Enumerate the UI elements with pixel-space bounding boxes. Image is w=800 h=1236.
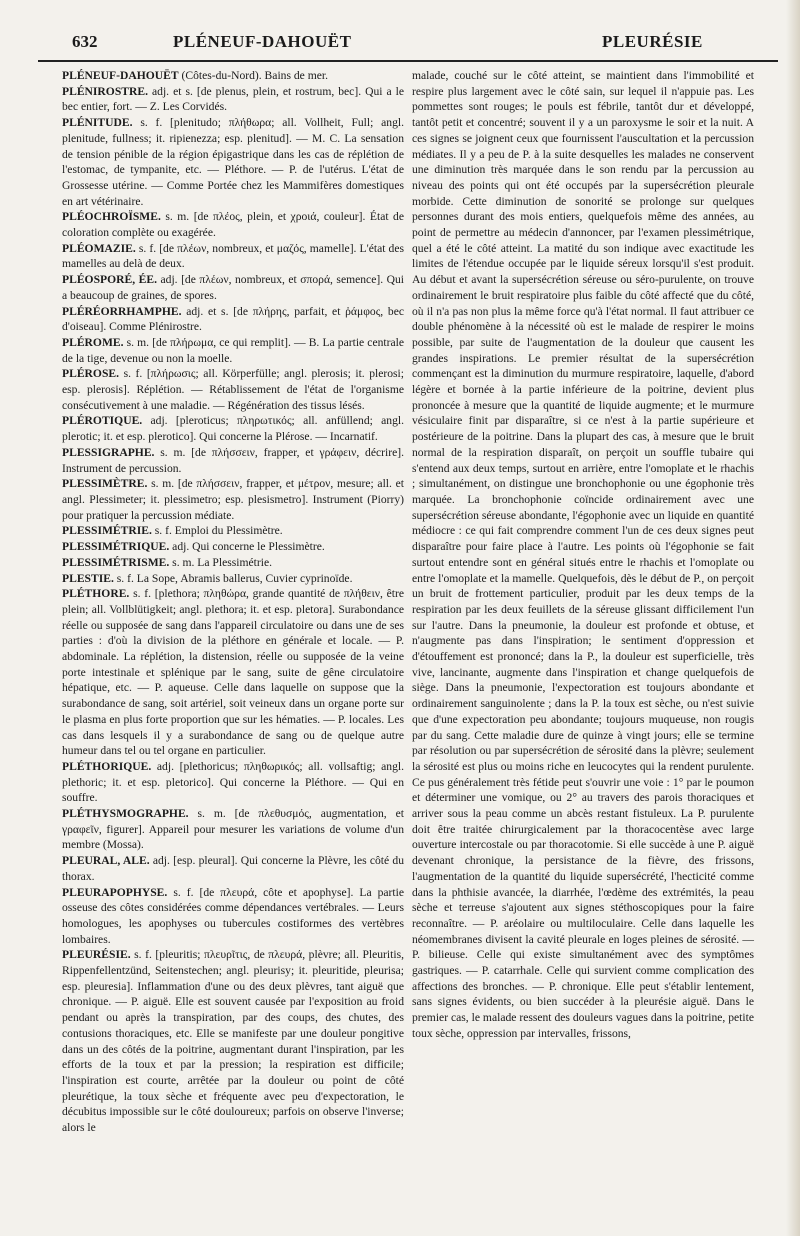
entry-headword: PLEURAPOPHYSE. (62, 885, 168, 899)
dictionary-entry (62, 947, 404, 1135)
entry-definition: s. f. [pleuritis; πλευρῖτις, de πλευρά, plèvre; all. Pleuritis, Rippenfellentzünd, Seitenstechen; angl. pleurisy; it. pleuritide, pleurisa; esp. pleuresia]. Inflammation d'une ou des deux plèvres, tant aiguë que chronique. — P. aiguë. Elle est souvent causée par l'exposition au froid pendant ou après la transpiration, par des coups, des chutes, des contusions thoraciques, etc. Elle se manifeste par une douleur pongitive dans un des côtés de la poitrine, augmentant durant l'inspiration, par les efforts de la toux et par la pression; la respiration est difficile; l'inspiration est courte, arrêtée par la douleur ou point de côté pleurétique, la toux sèche et fréquente avec peu d'expectoration, le décubitus impossible sur le côté douloureux; parfois on observe l'inverse; alors le (62, 948, 404, 1135)
entry-headword: PLÉNEUF-DAHOUËT (62, 69, 179, 82)
entry-headword: PLESSIMÉTRISME. (62, 555, 170, 569)
dictionary-entry (62, 304, 404, 335)
entry-headword: PLÉOCHROÏSME. (62, 210, 161, 224)
dictionary-entry (62, 759, 404, 806)
page-header (38, 24, 778, 62)
entry-headword: PLÉNIROSTRE. (62, 84, 149, 98)
dictionary-entry (62, 209, 404, 240)
dictionary-entry (62, 853, 404, 884)
left-column (62, 68, 404, 1136)
entry-headword: PLÉROTIQUE. (62, 414, 143, 428)
entry-definition: adj. et s. [de πλήρης, parfait, et ῥάμφος, bec d'oiseau]. Comme Plénirostre. (62, 304, 404, 334)
entry-headword: PLÉTHORIQUE. (62, 759, 152, 773)
dictionary-entry (62, 68, 404, 84)
dictionary-entry (62, 586, 404, 759)
entry-definition: s. m. [de πλήσσειν, frapper, et μέτρον, mesure; all. et angl. Plessimeter; it. plessimetro; esp. plesismetro]. Instrument (Piorry) pour pratiquer la percussion médiate. (62, 477, 404, 522)
entry-definition: adj. et s. [de plenus, plein, et rostrum, bec]. Qui a le bec entier, fort. — Z. Les Corvidés. (62, 84, 404, 114)
dictionary-entry (62, 476, 404, 523)
entry-headword: PLESTIE. (62, 571, 114, 585)
dictionary-entry (62, 806, 404, 853)
entry-definition: s. m. [de πλεθυσμός, augmentation, et γραφεῖν, figurer]. Appareil pour mesurer les variations de volume d'un membre (Mossa). (62, 807, 404, 852)
dictionary-entry (62, 885, 404, 948)
entry-definition: s. f. [πλήρωσις; all. Körperfülle; angl. plerosis; it. plerosi; esp. plerosis]. Réplétion. — Rétablissement de l'état de l'organisme consécutivement à une maladie. — Régénération des tissus lésés. (62, 367, 404, 412)
dictionary-entry (62, 335, 404, 366)
entry-headword: PLESSIGRAPHE. (62, 445, 155, 459)
entry-headword: PLÉOMAZIE. (62, 241, 136, 255)
entry-headword: PLÉTHYSMOGRAPHE. (62, 807, 189, 821)
dictionary-entry (62, 571, 404, 587)
entry-definition: adj. [esp. pleural]. Qui concerne la Plèvre, les côté du thorax. (62, 854, 404, 883)
entry-definition: s. f. La Sope, Abramis ballerus, Cuvier cyprinoïde. (113, 571, 353, 585)
page-binding-shadow (786, 0, 800, 1236)
dictionary-entry (62, 115, 404, 209)
entry-definition: adj. Qui concerne le Plessimètre. (169, 540, 325, 554)
right-column-text: malade, couché sur le côté atteint, se maintient dans l'immobilité et respire plus largement avec le côté sain, sur lequel il n'appuie pas. Les pommettes sont rouges; le pouls est fébrile, tantôt dur et développé, tantôt petit et concentré; souvent il y a un paroxysme le soir et la nuit. A ces signes se joignent ceux que fournissent l'auscultation et la percussion médiates. Il y a peu de P. à la suite desquelles les malades ne conservent une diminution très marquée dans le son rendu par la percussion au niveau des points qui ont été occupés par la supersécrétion pleurale morbide. Cette diminution de sonorité se prolonge sur quelques personnes durant des mois entiers, quelquefois même des années, au point de permettre au médecin d'annoncer, par l'examen plessimétrique, quel a été le côté atteint. La matité du son indique avec exactitude les limites de l'étendue occupée par le liquide séreux lorsqu'il s'est produit. Au début et avant la supersécrétion séreuse ou séro-purulente, on trouve ordinairement le bruit respiratoire plus faible du côté affecté que du côté, où il n'a pas non plus la même force qu'à l'état normal. Il faut attribuer ce double phénomène à la nécessité où est le malade de respirer le moins possible, par suite de l'augmentation de la douleur que causent les grandes inspirations. Le premier résultat de la supersécrétion commençant est la diminution du murmure respiratoire, laquelle, d'abord légère et bornée à la partie inférieure de la poitrine, devient plus prononcée à mesure que la quantité de liquide augmente; et le murmure vésiculaire finit par disparaître, si ce n'est à la partie supérieure et postérieure de la poitrine. Dans la plupart des cas, à mesure que le bruit normal de la respiration disparaît, on perçoit un souffle tubaire qui s'entend aux deux temps, surtout en arrière, entre l'omoplate et le rhachis ; simultanément, on distingue une bronchophonie ou une égophonie très marquée. La bronchophonie coïncide ordinairement avec une supersécrétion séreuse abondante, l'égophonie avec un liquide en quantité médiocre : ce qui fait comprendre comment l'un de ces deux signes peut disparaître pour faire place à l'autre. Les points où l'égophonie se fait surtout entendre sont en général situés entre le rhachis et l'omoplate ou entre l'omoplate et la mamelle. Quelquefois, dès le début de P., on perçoit un bruit de frottement particulier, produit par les deux temps de la respiration par les deux feuillets de la séreuse glissant difficilement l'un sur l'autre. Dans la pneumonie, la douleur est profonde et obtuse, et n'augmente pas dans l'inspiration; le sentiment d'oppression et d'étouffement est prononcé; dans la P., la douleur est superficielle, très vive, lancinante, augmente dans l'inspiration et change quelquefois de siège. Dans la pneumonie, l'expectoration est toujours abondante et ordinairement sanguinolente ; dans la P. la toux est sèche, ou n'est suivie que d'une expectoration peu abondante; toujours muqueuse, non rougis par du sang. Cette maladie dure de quinze à vingt jours; elle se termine par résolution ou par supersécrétion de sérosité dans la plèvre; seulement la sérosité est plus ou moins riche en leucocytes qui la rendent purulente. Ce pus généralement très fétide peut s'ouvrir une voie : 1° par le poumon et déterminer une vomique, ou 2° au travers des parois thoraciques et arriver sous la peau comme un abcès restant fistuleux. La P. purulente doit être traitée chirurgicalement par la thoracocentèse avec large ouverture intercostale ou par thoracotomie. Si elle succède à une P. aiguë devenant chronique, la persistance de la fièvre, des frissons, l'augmentation de la quantité du liquide supersécrété, l'hecticité comme dans la phthisie avancée, la diarrhée, l'œdème des extrémités, la peau sèche et terreuse s'ajoutent aux signes stéthoscopiques pour la faire reconnaître. — P. aréolaire ou multiloculaire. Celle dans laquelle les néomembranes divisent la cavité pleurale en loges pleines de sérosité. — P. bilieuse. Celle qui existe simultanément avec des symptômes gastriques. — P. catarrhale. Celle qui survient comme complication des affections des bronches. — P. chronique. Elle peut s'établir lentement, sans signes évidents, ou bien succéder à la pleurésie aiguë. Dans le premier cas, le malade ressent des douleurs vagues dans la poitrine, petite toux sèche, oppression par intervalles, frissons, (412, 69, 754, 1040)
dictionary-entry (62, 523, 404, 539)
entry-definition: s. f. [plenitudo; πλήθωρα; all. Vollheit, Full; angl. plenitude, fullness; it. ripienezza; esp. plenitud]. — M. C. La sensation de tension pénible de la région épigastrique dans les cas de réplétion de l'estomac, de tympanite, etc. — Pléthore. — P. de l'utérus. L'état de Grossesse utérine. — Comme Portée chez les Mammifères domestiques en art vétérinaire. (62, 116, 404, 208)
entry-definition: s. m. [de πλήρωμα, ce qui remplit]. — B. La partie centrale de la tige, devenue ou non la moelle. (62, 335, 404, 365)
entry-definition: adj. [de πλέων, nombreux, et σπορά, semence]. Qui a beaucoup de graines, de spores. (62, 273, 404, 302)
entry-headword: PLÉTHORE. (62, 587, 130, 601)
entry-definition: adj. [plethoricus; πληθωρικός; all. vollsaftig; angl. plethoric; it. et esp. pletorico]. Qui concerne la Pléthore. — Qui en souffre. (62, 759, 404, 805)
dictionary-entry (62, 84, 404, 115)
entry-definition: s. m. La Plessimétrie. (169, 555, 273, 569)
entry-headword: PLÉNITUDE. (62, 116, 133, 130)
entry-headword: PLÉROSE. (62, 367, 120, 381)
running-head-right: PLEURÉSIE (602, 32, 703, 51)
entry-headword: PLESSIMÈTRE. (62, 477, 148, 491)
entry-headword: PLEURAL, ALE. (62, 854, 150, 868)
entry-definition: (Côtes-du-Nord). Bains de mer. (178, 69, 328, 82)
entry-definition: s. f. [de πλευρά, côte et apophyse]. La partie osseuse des côtes considérées comme dépendances vertébrales. — Leurs homologues, les apophyses ou tubercules costiformes des vertèbres lombaires. (62, 885, 404, 946)
right-column (412, 68, 754, 1042)
dictionary-entry (62, 413, 404, 444)
entry-definition: s. f. Emploi du Plessimètre. (151, 524, 283, 538)
entry-headword: PLESSIMÉTRIQUE. (62, 540, 170, 554)
dictionary-entry (62, 366, 404, 413)
dictionary-entry (62, 445, 404, 476)
entry-headword: PLÉOSPORÉ, ÉE. (62, 273, 157, 287)
running-head-left: PLÉNEUF-DAHOUËT (173, 32, 352, 51)
entry-headword: PLESSIMÉTRIE. (62, 524, 152, 538)
entry-headword: PLÉROME. (62, 335, 124, 349)
entry-definition: s. m. [de πλήσσειν, frapper, et γράφειν, décrire]. Instrument de percussion. (62, 445, 404, 475)
dictionary-entry (62, 539, 404, 555)
entry-headword: PLEURÉSIE. (62, 948, 131, 962)
entry-definition: s. m. [de πλέος, plein, et χροιά, couleur]. État de coloration complète ou exagérée. (62, 210, 404, 240)
dictionary-entry (62, 241, 404, 272)
entry-definition: s. f. [de πλέων, nombreux, et μαζός, mamelle]. L'état des mamelles au delà de deux. (62, 241, 404, 271)
page-number: 632 (72, 32, 98, 51)
dictionary-entry (62, 555, 404, 571)
entry-definition: s. f. [plethora; πληθώρα, grande quantité de πλήθειν, être plein; all. Vollblütigkeit; angl. plethora; it. et esp. pletora]. Surabondance réelle ou supposée de sang dans l'appareil circulatoire ou dans une de ses parties : d'où la division de la pléthore en générale et locale. — P. abdominale. La réplétion, la distension, réelle ou supposée de la veine porte intestinale et splénique par le sang, suite de gêne circulatoire hépatique, etc. — P. aqueuse. Celle dans laquelle on suppose que la surabondance de sang, soit artériel, soit veineux dans un organe porte sur le plasma en plus forte proportion que sur les hématies. — P. locales. Les cas dans lesquels il y a surabondance de sang ou de quelque autre humeur dans tel ou tel organe en particulier. (62, 587, 404, 758)
dictionary-entry (62, 272, 404, 303)
entry-headword: PLÉRÉORRHAMPHE. (62, 304, 182, 318)
entry-definition: adj. [pleroticus; πληρωτικός; all. anfüllend; angl. plerotic; it. et esp. plerotico]. Qui concerne la Plérose. — Incarnatif. (62, 414, 404, 444)
